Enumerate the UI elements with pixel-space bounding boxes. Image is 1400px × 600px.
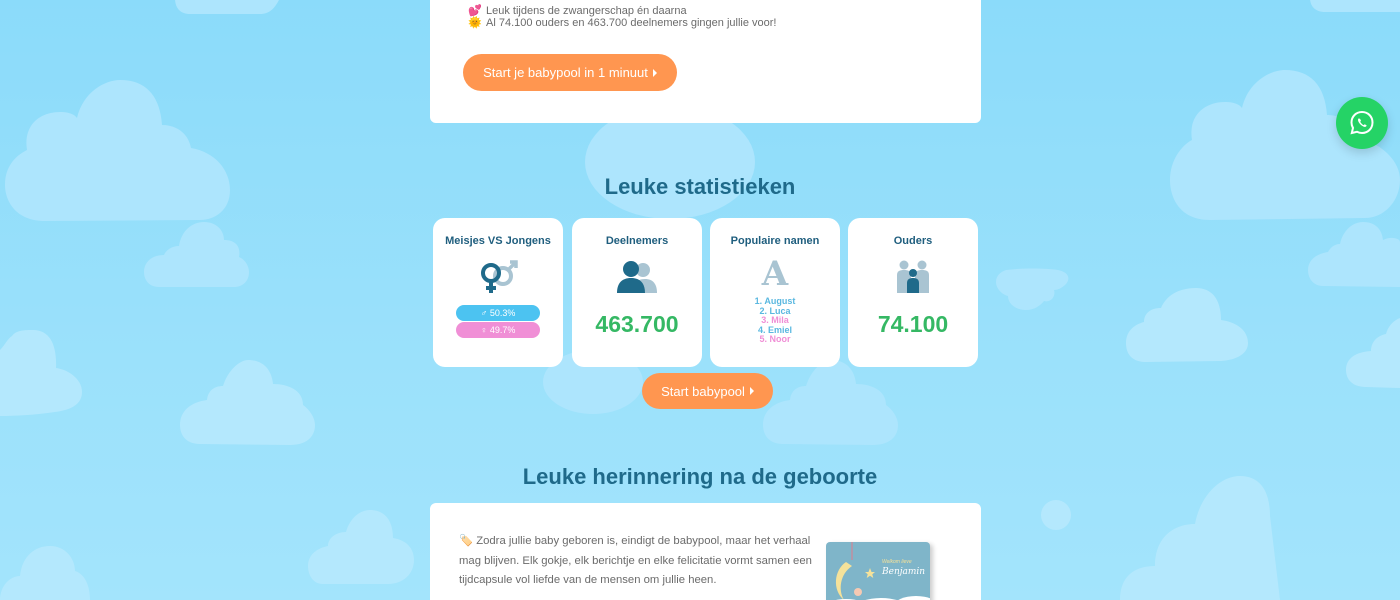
boys-percentage-pill [456, 305, 540, 321]
parents-count: 74.100 [877, 311, 949, 337]
intro-card [430, 0, 981, 123]
book-name: Benjamin [882, 567, 926, 577]
stat-card-title: Populaire namen [730, 235, 820, 247]
name-item: 1. August [754, 296, 796, 306]
heart-icon: 💕 [468, 5, 482, 17]
caret-right-icon [750, 387, 754, 395]
bullet-item [468, 16, 776, 29]
cloud-decoration [1041, 500, 1071, 530]
cloud-decoration [5, 80, 230, 222]
memory-description: Zodra jullie baby geboren is, eindigt de babypool, maar het verhaal mag blijven. Elk gokje, elk berichtje en elke felicitatie vormt samen een tijdcapsule vol liefde van de mensen om jullie heen. [459, 535, 812, 586]
cloud-decoration [175, 0, 280, 15]
tag-icon: 🏷️ [459, 535, 474, 547]
memory-book-image [826, 542, 930, 600]
boys-percentage: 50.3% [489, 308, 516, 318]
whatsapp-button[interactable] [1336, 97, 1388, 149]
girls-percentage: 49.7% [489, 325, 516, 335]
caret-right-icon [653, 69, 657, 77]
stat-card-title: Ouders [893, 235, 933, 247]
stat-card-title: Deelnemers [605, 235, 669, 247]
stat-card-popular-names [710, 218, 840, 367]
users-icon [615, 259, 659, 297]
popular-names-list [710, 297, 840, 345]
cloud-decoration [1308, 222, 1400, 287]
name-item: 4. Emiel [757, 324, 793, 335]
cloud-decoration [1310, 0, 1400, 15]
bullet-text: Al 74.100 ouders en 463.700 deelnemers gingen jullie voor! [486, 16, 777, 29]
family-icon [891, 259, 935, 297]
cloud-decoration [1346, 318, 1400, 388]
letter-a-icon: A [761, 254, 789, 294]
stat-card-participants [572, 218, 702, 367]
sun-icon: 🌞 [468, 17, 482, 29]
cloud-decoration [144, 222, 249, 288]
cloud-decoration [1126, 288, 1248, 363]
female-icon: ♀ [480, 325, 488, 335]
button-label: Start babypool [661, 383, 745, 399]
whatsapp-icon [1349, 110, 1375, 136]
start-babypool-button[interactable] [642, 373, 773, 409]
girls-percentage-pill [456, 322, 540, 338]
memory-text [459, 532, 819, 591]
bullet-text: Leuk tijdens de zwangerschap én daarna [486, 4, 687, 17]
stat-card-gender [433, 218, 563, 367]
book-subtitle: Welkom lieve [882, 559, 912, 565]
cloud-decoration [308, 510, 414, 585]
male-icon: ♂ [480, 308, 488, 318]
name-item: 5. Noor [759, 334, 791, 345]
stat-card-parents [848, 218, 978, 367]
cloud-decoration [0, 546, 90, 600]
stat-card-title: Meisjes VS Jongens [445, 235, 551, 247]
participants-count: 463.700 [595, 311, 679, 337]
cloud-decoration [0, 330, 82, 416]
start-babypool-cta-button[interactable] [463, 54, 677, 91]
memory-section-title: Leuke herinnering na de geboorte [522, 464, 878, 489]
stats-section-title: Leuke statistieken [604, 174, 796, 199]
name-item: 3. Mila [761, 315, 789, 326]
name-item: 2. Luca [759, 305, 791, 316]
cloud-decoration [996, 268, 1071, 316]
cloud-decoration [1120, 476, 1280, 600]
cloud-decoration [180, 360, 315, 445]
gender-icon [476, 259, 520, 297]
cloud-decoration [763, 360, 898, 445]
memory-card [430, 503, 981, 600]
button-label: Start je babypool in 1 minuut [483, 65, 648, 80]
